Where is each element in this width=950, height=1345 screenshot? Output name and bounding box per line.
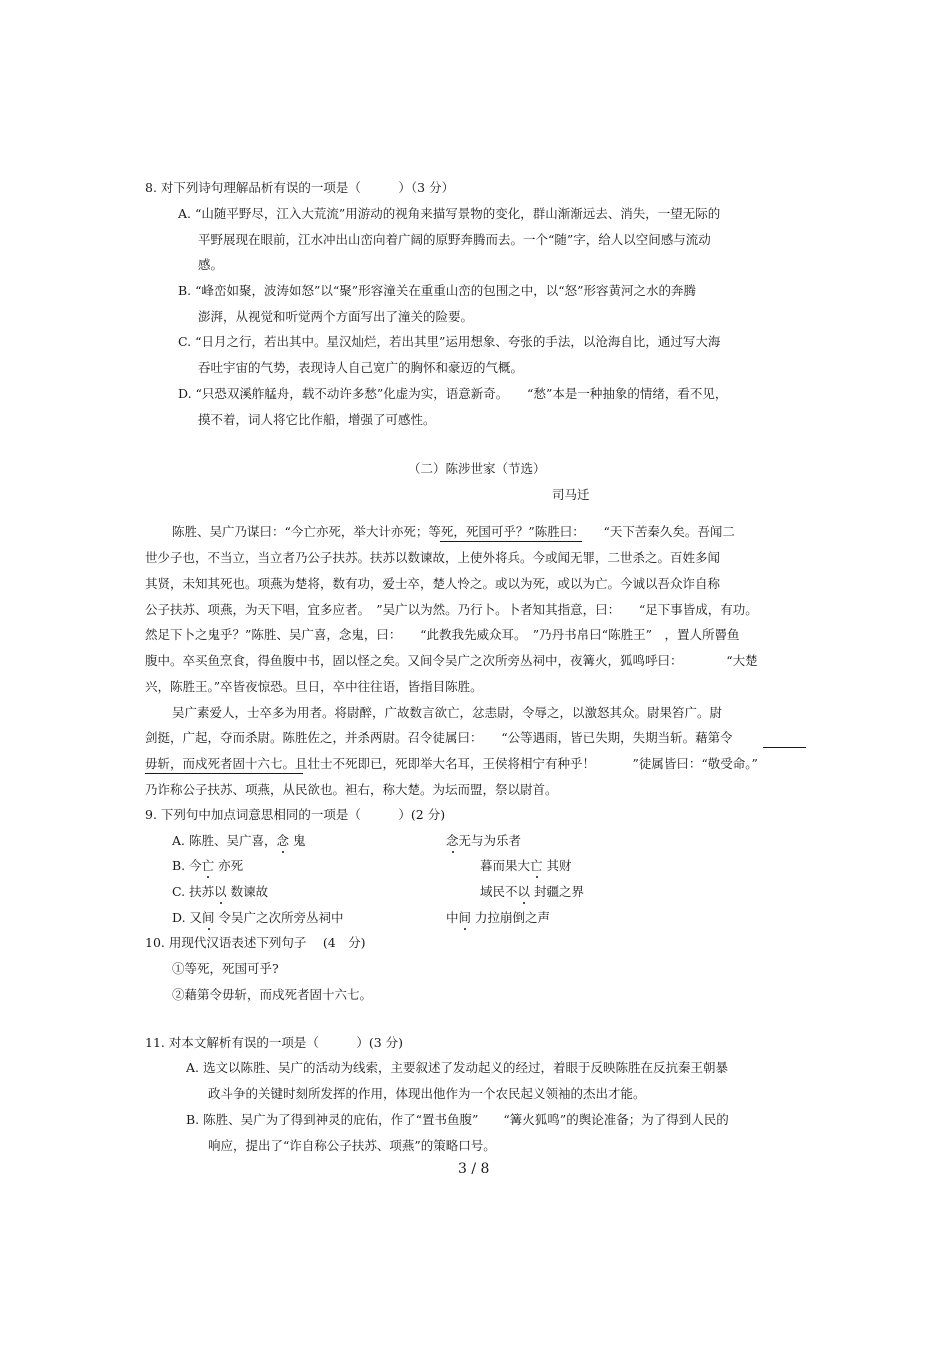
q8-option-c: C. “日月之行，若出其中。星汉灿烂，若出其里”运用想象、夸张的手法，以沧海自比，通过写大海 xyxy=(178,334,721,349)
q9-option-d-right: 中间 力拉崩倒之声 xyxy=(446,910,551,925)
q8-option-d-cont: 摸不着，词人将它比作船，增强了可感性。 xyxy=(198,412,436,427)
dotted-word: 亡 xyxy=(530,858,543,873)
dotted-word: 间 xyxy=(202,910,215,925)
dotted-word: 以 xyxy=(214,884,227,899)
underline xyxy=(145,773,303,774)
q9-option-a-left: A. 陈胜、吴广喜，念 鬼 xyxy=(172,833,306,848)
passage-title: （二）陈涉世家（节选） xyxy=(408,461,546,476)
passage-p1-line: 兴，陈胜王。”卒皆夜惊恐。旦日，卒中往往语，皆指目陈胜。 xyxy=(145,679,483,694)
passage-author: 司马迁 xyxy=(552,487,590,502)
q11-option-a: A. 选文以陈胜、吴广的活动为线索，主要叙述了发动起义的经过，着眼于反映陈胜在反抗秦王朝暴 xyxy=(186,1060,728,1075)
q11-option-a-cont: 政斗争的关键时刻所发挥的作用，体现出他作为一个农民起义领袖的杰出才能。 xyxy=(208,1086,646,1101)
underline xyxy=(763,747,806,748)
passage-p2-line: 吴广素爱人，士卒多为用者。将尉醉，广故数言欲亡，忿恚尉，令辱之，以激怒其众。尉果笞广。尉 xyxy=(172,705,723,720)
passage-p1-line: 世少子也，不当立，当立者乃公子扶苏。扶苏以数谏故，上使外将兵。今或闻无罪，二世杀之。百姓多闻 xyxy=(145,550,721,565)
q11-option-b-cont: 响应，提出了“诈自称公子扶苏、项燕”的策略口号。 xyxy=(208,1138,496,1153)
q9-option-a-right: 念无与为乐者 xyxy=(446,833,522,848)
q10-sentence-2: ②藉第令毋斩，而戍死者固十六七。 xyxy=(172,987,373,1002)
q8-option-a-cont: 平野展现在眼前，江水冲出山峦向着广阔的原野奔腾而去。一个“随”字，给人以空间感与流动 xyxy=(198,232,711,247)
dotted-word: 念 xyxy=(446,833,459,848)
q9-option-d-left: D. 又间 令吴广之次所旁丛祠中 xyxy=(172,910,344,925)
dotted-word: 间 xyxy=(458,910,472,925)
q9-option-c-left: C. 扶苏以 数谏故 xyxy=(172,884,269,899)
passage-p1-line: 腹中。卒买鱼烹食，得鱼腹中书，固以怪之矣。又间令吴广之次所旁丛祠中，夜篝火，狐鸣呼曰： “大楚 xyxy=(145,653,758,668)
q8-option-a-cont2: 感。 xyxy=(198,257,224,272)
q9-stem: 9. 下列句中加点词意思相同的一项是（ ）(2 分) xyxy=(145,807,446,822)
q9-option-c-right: 域民不以 封疆之界 xyxy=(480,884,585,899)
q8-option-b: B. “峰峦如聚，波涛如怒”以“聚”形容潼关在重重山峦的包围之中，以“怒”形容黄河之水的奔腾 xyxy=(178,283,696,298)
passage-p1-line: 陈胜、吴广乃谋曰：“今亡亦死，举大计亦死；等死，死国可乎？”陈胜曰： “天下苦秦久矣。吾闻二 xyxy=(172,524,735,539)
dotted-word: 以 xyxy=(517,884,531,899)
q8-option-c-cont: 吞吐宇宙的气势，表现诗人自己宽广的胸怀和豪迈的气概。 xyxy=(198,360,524,375)
dotted-word: 亡 xyxy=(201,858,215,873)
q10-sentence-1: ①等死，死国可乎? xyxy=(172,961,279,976)
passage-p2-line: 剑挺，广起，夺而杀尉。陈胜佐之，并杀两尉。召令徒属曰： “公等遇雨，皆已失期，失期当斩。藉第令 xyxy=(145,730,733,745)
q8-option-b-cont: 澎湃，从视觉和听觉两个方面写出了潼关的险要。 xyxy=(198,309,474,324)
q11-option-b: B. 陈胜、吴广为了得到神灵的庇佑，作了“置书鱼腹” “篝火狐鸣”的舆论准备；为了得到人民的 xyxy=(186,1112,729,1127)
passage-p1-line: 其贤，未知其死也。项燕为楚将，数有功，爱士卒，楚人怜之。或以为死，或以为亡。今诚以吾众诈自称 xyxy=(145,576,721,591)
q9-option-b-right: 暮而果大亡 其财 xyxy=(480,858,572,873)
underline xyxy=(440,541,582,542)
passage-p1-line: 然足下卜之鬼乎？”陈胜、吴广喜，念鬼，曰： “此教我先威众耳。 ”乃丹书帛曰“陈胜王” ，置人所罾鱼 xyxy=(145,627,740,642)
q11-stem: 11. 对本文解析有误的一项是（ ）(3 分) xyxy=(145,1035,404,1050)
passage-p2-line: 乃诈称公子扶苏、项燕，从民欲也。袒右，称大楚。为坛而盟，祭以尉首。 xyxy=(145,782,558,797)
q8-option-d: D. “只恐双溪舴艋舟，载不动许多愁”化虚为实，语意新奇。 “愁”本是一种抽象的情绪，看不见， xyxy=(178,386,728,401)
q8-option-a: A. “山随平野尽，江入大荒流”用游动的视角来描写景物的变化，群山渐渐远去、消失，一望无际的 xyxy=(178,206,721,221)
q10-stem: 10. 用现代汉语表述下列句子 (4 分) xyxy=(145,935,366,950)
q9-option-b-left: B. 今亡 亦死 xyxy=(172,858,244,873)
dotted-word: 念 xyxy=(276,833,289,848)
q8-stem: 8. 对下列诗句理解品析有误的一项是（ ）（3 分） xyxy=(145,180,455,195)
passage-p1-line: 公子扶苏、项燕，为天下唱，宜多应者。 ”吴广以为然。乃行卜。卜者知其指意，曰： “足下事皆成，有功。 xyxy=(145,602,758,617)
passage-p2-line: 毋斩，而戍死者固十六七。且壮士不死即已，死即举大名耳，王侯将相宁有种乎！ ”徒属皆曰：“敬受命。” xyxy=(145,756,758,771)
page-number: 3 / 8 xyxy=(458,1161,490,1177)
